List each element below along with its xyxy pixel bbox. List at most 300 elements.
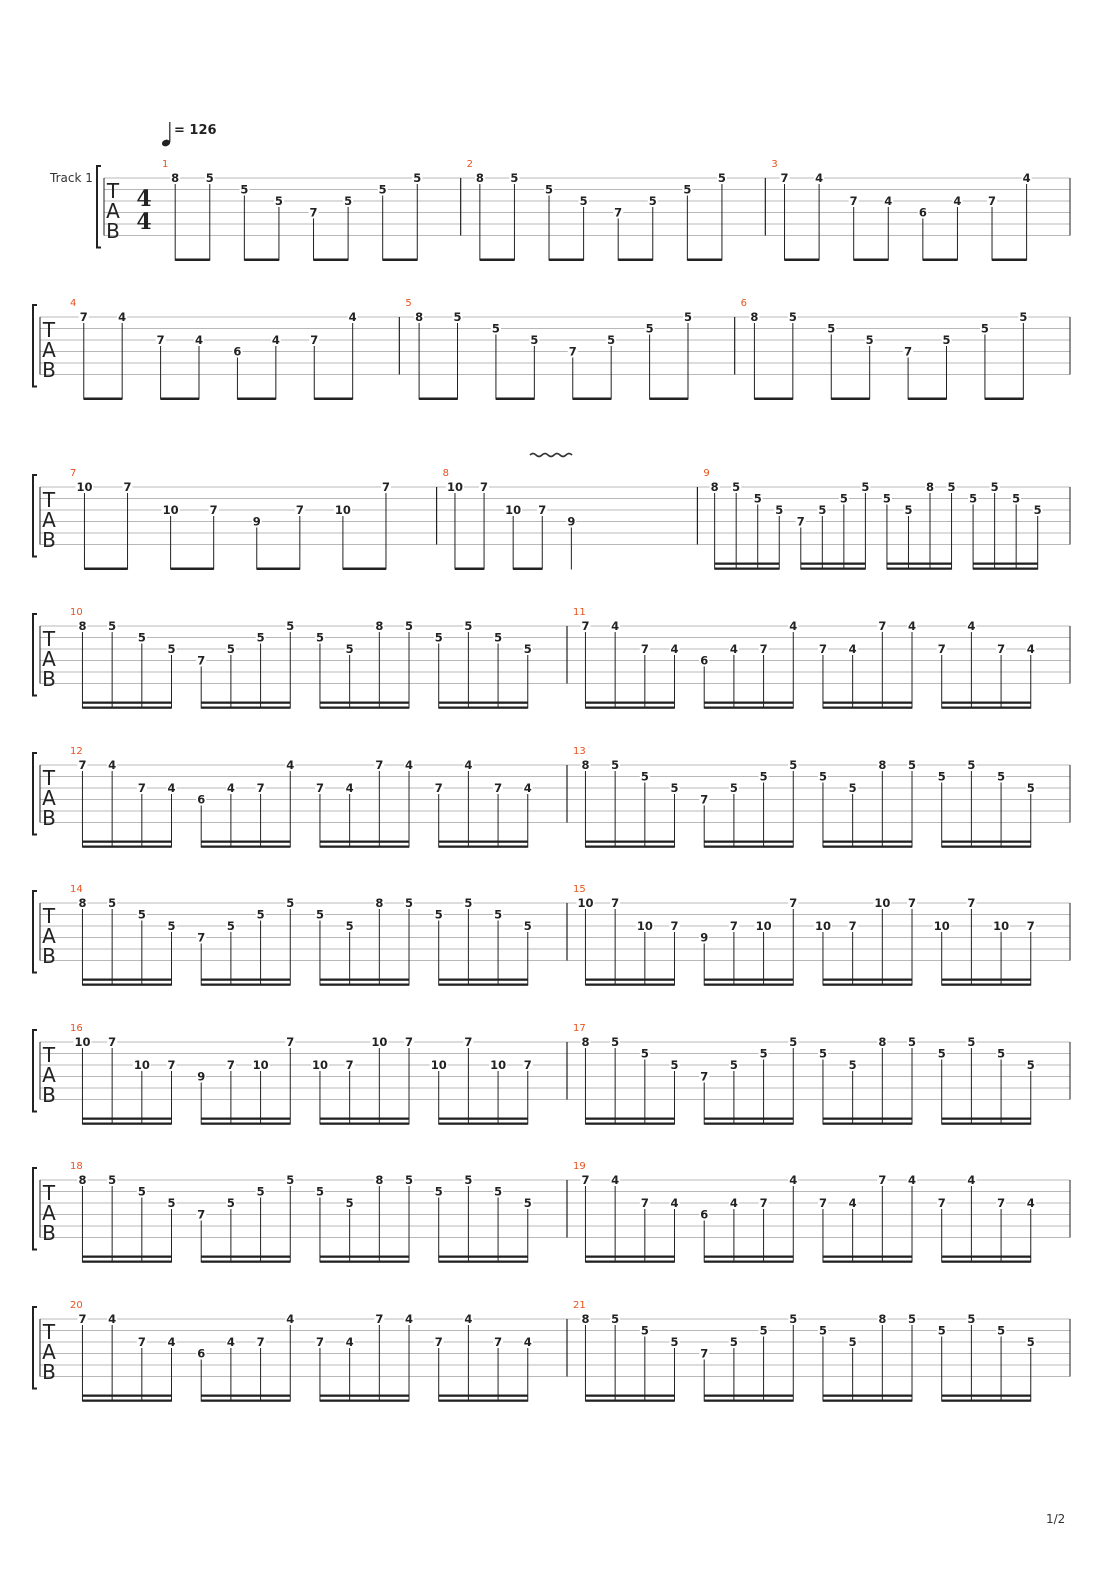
beam bbox=[715, 568, 780, 570]
fret-number: 5 bbox=[167, 1196, 176, 1210]
beam bbox=[650, 398, 688, 401]
beam bbox=[704, 1118, 793, 1120]
fret-number: 7 bbox=[375, 1312, 384, 1326]
beam bbox=[171, 568, 214, 571]
fret-number: 5 bbox=[937, 1046, 946, 1061]
fret-number: 5 bbox=[980, 321, 989, 336]
beam bbox=[439, 1395, 528, 1397]
fret-number: 8 bbox=[926, 480, 935, 494]
beam bbox=[887, 563, 952, 565]
tab-clef-letter: T bbox=[42, 488, 56, 512]
time-signature-top: 4 bbox=[136, 186, 152, 212]
tab-clef-letter: A bbox=[42, 1063, 56, 1087]
tab-clef-letter: B bbox=[42, 806, 56, 830]
beam bbox=[704, 841, 793, 843]
beam bbox=[823, 1395, 912, 1397]
system-bracket bbox=[33, 1168, 37, 1250]
fret-number: 9 bbox=[567, 514, 576, 529]
fret-number: 5 bbox=[967, 1312, 976, 1326]
measure bbox=[567, 607, 1036, 709]
fret-number: 4 bbox=[226, 1335, 235, 1349]
fret-number: 5 bbox=[1026, 1058, 1035, 1072]
beam bbox=[704, 1395, 793, 1397]
fret-number: 7 bbox=[818, 1196, 827, 1210]
beam bbox=[201, 702, 290, 704]
fret-number: 8 bbox=[581, 1035, 590, 1049]
fret-number: 4 bbox=[789, 619, 798, 633]
beam bbox=[320, 1256, 409, 1258]
page-number: 1/2 bbox=[1046, 1512, 1066, 1526]
measure-number: 2 bbox=[466, 159, 474, 170]
fret-number: 5 bbox=[640, 1323, 649, 1338]
fret-number: 5 bbox=[240, 182, 249, 197]
fret-number: 10 bbox=[252, 1058, 269, 1072]
beam bbox=[942, 1256, 1031, 1258]
fret-number: 6 bbox=[700, 1207, 709, 1222]
fret-number: 5 bbox=[861, 480, 870, 494]
fret-number: 4 bbox=[345, 781, 354, 795]
tab-clef-letter: T bbox=[42, 1320, 56, 1344]
fret-number: 7 bbox=[818, 642, 827, 656]
fret-number: 5 bbox=[937, 1323, 946, 1338]
fret-number: 6 bbox=[233, 344, 242, 359]
fret-number: 7 bbox=[309, 205, 318, 220]
fret-number: 4 bbox=[523, 1335, 532, 1349]
fret-number: 5 bbox=[865, 333, 874, 347]
system-bracket bbox=[33, 305, 37, 387]
fret-number: 5 bbox=[611, 758, 620, 772]
fret-number: 7 bbox=[848, 919, 857, 933]
beam bbox=[201, 846, 290, 848]
fret-number: 5 bbox=[827, 321, 836, 336]
beam bbox=[439, 707, 528, 709]
beam bbox=[823, 841, 912, 843]
fret-number: 5 bbox=[967, 1035, 976, 1049]
measure bbox=[70, 607, 533, 709]
beam bbox=[84, 398, 122, 401]
fret-number: 7 bbox=[197, 930, 206, 945]
measure bbox=[567, 1161, 1036, 1263]
measure bbox=[70, 746, 533, 848]
fret-number: 5 bbox=[434, 1184, 443, 1199]
measure-number: 20 bbox=[70, 1300, 83, 1311]
fret-number: 4 bbox=[167, 1335, 176, 1349]
fret-number: 7 bbox=[937, 642, 946, 656]
fret-number: 7 bbox=[123, 480, 132, 494]
beam bbox=[942, 707, 1031, 709]
fret-number: 4 bbox=[611, 619, 620, 633]
beam bbox=[585, 1400, 674, 1402]
beam bbox=[84, 568, 127, 571]
beam bbox=[823, 979, 912, 981]
fret-number: 7 bbox=[611, 896, 620, 910]
beam bbox=[257, 568, 300, 571]
tab-clef-letter: A bbox=[42, 508, 56, 532]
beam bbox=[82, 1118, 171, 1120]
beam bbox=[704, 846, 793, 848]
fret-number: 5 bbox=[494, 1184, 503, 1199]
fret-number: 5 bbox=[729, 1335, 738, 1349]
tab-system bbox=[33, 1300, 1070, 1402]
measure bbox=[567, 884, 1036, 986]
beam bbox=[823, 702, 912, 704]
fret-number: 4 bbox=[611, 1173, 620, 1187]
fret-number: 7 bbox=[108, 1035, 117, 1049]
measure-number: 12 bbox=[70, 746, 83, 757]
fret-number: 5 bbox=[523, 642, 532, 656]
beam bbox=[801, 568, 866, 570]
fret-number: 5 bbox=[997, 1323, 1006, 1338]
fret-number: 5 bbox=[729, 1058, 738, 1072]
fret-number: 7 bbox=[375, 758, 384, 772]
beam bbox=[585, 979, 674, 981]
fret-number: 7 bbox=[759, 1196, 768, 1210]
beam bbox=[513, 568, 542, 571]
fret-number: 6 bbox=[197, 1346, 206, 1361]
beam bbox=[201, 1118, 290, 1120]
fret-number: 5 bbox=[684, 310, 693, 324]
fret-number: 7 bbox=[434, 1335, 443, 1349]
beam bbox=[201, 1123, 290, 1125]
beam bbox=[439, 841, 528, 843]
fret-number: 5 bbox=[789, 1035, 798, 1049]
fret-number: 4 bbox=[118, 310, 127, 324]
fret-number: 8 bbox=[581, 1312, 590, 1326]
fret-number: 5 bbox=[990, 480, 999, 494]
fret-number: 5 bbox=[1026, 1335, 1035, 1349]
beam bbox=[942, 1395, 1031, 1397]
tempo-marking bbox=[161, 122, 217, 147]
fret-number: 5 bbox=[908, 758, 917, 772]
measure-number: 15 bbox=[573, 884, 586, 895]
system-bracket bbox=[33, 475, 37, 557]
fret-number: 5 bbox=[759, 1046, 768, 1061]
tab-system bbox=[33, 1161, 1070, 1263]
fret-number: 7 bbox=[523, 1058, 532, 1072]
time-signature-bottom: 4 bbox=[136, 209, 152, 235]
fret-number: 7 bbox=[494, 1335, 503, 1349]
fret-number: 7 bbox=[405, 1035, 414, 1049]
beam bbox=[823, 846, 912, 848]
fret-number: 4 bbox=[464, 1312, 473, 1326]
fret-number: 4 bbox=[108, 1312, 117, 1326]
fret-number: 5 bbox=[967, 758, 976, 772]
fret-number: 7 bbox=[878, 619, 887, 633]
fret-number: 7 bbox=[538, 503, 547, 517]
fret-number: 10 bbox=[874, 896, 891, 910]
fret-number: 5 bbox=[818, 1046, 827, 1061]
beam bbox=[585, 707, 674, 709]
measure-number: 1 bbox=[162, 159, 169, 170]
measure-number: 17 bbox=[573, 1023, 586, 1034]
fret-number: 5 bbox=[759, 1323, 768, 1338]
beam bbox=[82, 1256, 171, 1258]
beam bbox=[985, 398, 1023, 401]
fret-number: 5 bbox=[670, 1335, 679, 1349]
fret-number: 5 bbox=[256, 1184, 265, 1199]
fret-number: 5 bbox=[882, 491, 891, 506]
fret-number: 4 bbox=[908, 1173, 917, 1187]
fret-number: 5 bbox=[453, 310, 462, 324]
vibrato-mark bbox=[530, 454, 572, 457]
fret-number: 7 bbox=[79, 310, 88, 324]
tempo-text: = 126 bbox=[174, 123, 217, 138]
fret-number: 5 bbox=[848, 781, 857, 795]
fret-number: 5 bbox=[167, 919, 176, 933]
tab-clef-letter: B bbox=[42, 358, 56, 382]
fret-number: 5 bbox=[530, 333, 539, 347]
fret-number: 10 bbox=[430, 1058, 447, 1072]
beam bbox=[320, 1261, 409, 1263]
beam bbox=[585, 841, 674, 843]
fret-number: 8 bbox=[78, 896, 87, 910]
beam bbox=[201, 1400, 290, 1402]
beam bbox=[201, 979, 290, 981]
beam bbox=[823, 1400, 912, 1402]
fret-number: 5 bbox=[1033, 503, 1042, 517]
fret-number: 7 bbox=[295, 503, 304, 517]
fret-number: 7 bbox=[156, 333, 165, 347]
fret-number: 7 bbox=[967, 896, 976, 910]
fret-number: 9 bbox=[197, 1069, 206, 1084]
fret-number: 5 bbox=[640, 1046, 649, 1061]
track-name: Track 1 bbox=[50, 171, 93, 185]
fret-number: 7 bbox=[700, 792, 709, 807]
measure-number: 18 bbox=[70, 1161, 83, 1172]
beam bbox=[439, 1256, 528, 1258]
fret-number: 5 bbox=[108, 619, 117, 633]
tab-clef-letter: B bbox=[42, 1221, 56, 1245]
fret-number: 5 bbox=[947, 480, 956, 494]
fret-number: 5 bbox=[226, 1196, 235, 1210]
fret-number: 5 bbox=[405, 619, 414, 633]
system-bracket bbox=[33, 614, 37, 696]
beam bbox=[573, 398, 611, 401]
fret-number: 7 bbox=[997, 642, 1006, 656]
fret-number: 7 bbox=[640, 642, 649, 656]
fret-number: 7 bbox=[315, 1335, 324, 1349]
fret-number: 7 bbox=[381, 480, 390, 494]
fret-number: 7 bbox=[759, 642, 768, 656]
fret-number: 8 bbox=[878, 1035, 887, 1049]
fret-number: 7 bbox=[568, 344, 577, 359]
fret-number: 8 bbox=[415, 310, 424, 324]
measure bbox=[567, 1023, 1036, 1125]
fret-number: 4 bbox=[908, 619, 917, 633]
beam bbox=[439, 1400, 528, 1402]
fret-number: 4 bbox=[286, 1312, 295, 1326]
fret-number: 5 bbox=[345, 1196, 354, 1210]
beam bbox=[585, 1123, 674, 1125]
measure-number: 4 bbox=[70, 298, 77, 309]
fret-number: 5 bbox=[286, 619, 295, 633]
tab-system bbox=[33, 746, 1070, 848]
fret-number: 4 bbox=[405, 1312, 414, 1326]
fret-number: 7 bbox=[849, 194, 858, 208]
fret-number: 5 bbox=[256, 907, 265, 922]
measure bbox=[70, 468, 391, 570]
fret-number: 5 bbox=[579, 194, 588, 208]
beam bbox=[82, 1400, 171, 1402]
beam bbox=[923, 259, 958, 262]
beam bbox=[704, 707, 793, 709]
fret-number: 5 bbox=[607, 333, 616, 347]
fret-number: 5 bbox=[1026, 781, 1035, 795]
beam bbox=[320, 846, 409, 848]
fret-number: 5 bbox=[937, 769, 946, 784]
measure bbox=[399, 298, 693, 400]
beam bbox=[942, 1118, 1031, 1120]
beam bbox=[161, 398, 199, 401]
measure-number: 3 bbox=[771, 159, 778, 170]
systems bbox=[33, 159, 1070, 1402]
fret-number: 5 bbox=[611, 1312, 620, 1326]
fret-number: 6 bbox=[197, 792, 206, 807]
fret-number: 5 bbox=[464, 896, 473, 910]
fret-number: 7 bbox=[137, 781, 146, 795]
tab-clef-letter: T bbox=[42, 627, 56, 651]
beam bbox=[439, 1123, 528, 1125]
beam bbox=[704, 1256, 793, 1258]
beam bbox=[201, 1256, 290, 1258]
beam bbox=[754, 398, 792, 401]
beam bbox=[823, 1123, 912, 1125]
fret-number: 4 bbox=[1026, 1196, 1035, 1210]
beam bbox=[320, 1118, 409, 1120]
fret-number: 5 bbox=[137, 630, 146, 645]
tab-system bbox=[97, 159, 1070, 261]
fret-number: 7 bbox=[494, 781, 503, 795]
beam bbox=[823, 1256, 912, 1258]
fret-number: 5 bbox=[904, 503, 913, 517]
fret-number: 7 bbox=[581, 619, 590, 633]
fret-number: 5 bbox=[670, 781, 679, 795]
tab-clef-letter: B bbox=[42, 667, 56, 691]
measure-number: 11 bbox=[573, 607, 586, 618]
beam bbox=[942, 841, 1031, 843]
beam bbox=[201, 707, 290, 709]
beam bbox=[320, 1400, 409, 1402]
fret-number: 7 bbox=[286, 1035, 295, 1049]
fret-number: 10 bbox=[74, 1035, 91, 1049]
fret-number: 5 bbox=[494, 630, 503, 645]
fret-number: 8 bbox=[171, 171, 180, 185]
fret-number: 4 bbox=[108, 758, 117, 772]
fret-number: 8 bbox=[78, 619, 87, 633]
fret-number: 5 bbox=[818, 1323, 827, 1338]
fret-number: 10 bbox=[133, 1058, 150, 1072]
fret-number: 4 bbox=[1026, 642, 1035, 656]
fret-number: 7 bbox=[780, 171, 789, 185]
fret-number: 8 bbox=[78, 1173, 87, 1187]
beam bbox=[320, 1395, 409, 1397]
measure bbox=[461, 159, 727, 261]
fret-number: 7 bbox=[700, 1346, 709, 1361]
fret-number: 5 bbox=[942, 333, 951, 347]
beam bbox=[908, 398, 946, 401]
beam bbox=[82, 707, 171, 709]
measure bbox=[567, 1300, 1036, 1402]
fret-number: 7 bbox=[167, 1058, 176, 1072]
tab-system bbox=[33, 884, 1070, 986]
fret-number: 5 bbox=[256, 630, 265, 645]
beam bbox=[704, 1400, 793, 1402]
fret-number: 5 bbox=[997, 769, 1006, 784]
beam bbox=[383, 259, 418, 262]
measure bbox=[567, 746, 1036, 848]
beam bbox=[320, 1123, 409, 1125]
tab-system bbox=[33, 298, 1070, 400]
fret-number: 10 bbox=[755, 919, 772, 933]
tab-clef-letter: B bbox=[42, 944, 56, 968]
fret-number: 5 bbox=[494, 907, 503, 922]
fret-number: 7 bbox=[937, 1196, 946, 1210]
fret-number: 7 bbox=[997, 1196, 1006, 1210]
beam bbox=[320, 979, 409, 981]
fret-number: 5 bbox=[434, 907, 443, 922]
fret-number: 5 bbox=[1019, 310, 1028, 324]
tab-clef-letter: T bbox=[42, 1043, 56, 1067]
fret-number: 5 bbox=[315, 907, 324, 922]
beam bbox=[992, 259, 1027, 262]
fret-number: 6 bbox=[700, 653, 709, 668]
beam bbox=[320, 984, 409, 986]
beam bbox=[201, 1395, 290, 1397]
fret-number: 5 bbox=[789, 1312, 798, 1326]
fret-number: 4 bbox=[815, 171, 824, 185]
fret-number: 5 bbox=[839, 491, 848, 506]
fret-number: 10 bbox=[311, 1058, 328, 1072]
beam bbox=[887, 568, 952, 570]
fret-number: 5 bbox=[464, 1173, 473, 1187]
tab-clef-letter: A bbox=[42, 647, 56, 671]
fret-number: 7 bbox=[78, 1312, 87, 1326]
fret-number: 4 bbox=[167, 781, 176, 795]
fret-number: 5 bbox=[640, 769, 649, 784]
beam bbox=[942, 1123, 1031, 1125]
fret-number: 10 bbox=[446, 480, 463, 494]
measure-number: 16 bbox=[70, 1023, 83, 1034]
beam bbox=[343, 568, 386, 571]
beam bbox=[82, 1261, 171, 1263]
fret-number: 7 bbox=[640, 1196, 649, 1210]
fret-number: 5 bbox=[732, 480, 741, 494]
beam bbox=[439, 1261, 528, 1263]
fret-number: 5 bbox=[523, 1196, 532, 1210]
beam bbox=[831, 398, 869, 401]
fret-number: 5 bbox=[405, 1173, 414, 1187]
beam bbox=[704, 1261, 793, 1263]
fret-number: 7 bbox=[908, 896, 917, 910]
fret-number: 4 bbox=[953, 194, 962, 208]
fret-number: 5 bbox=[286, 896, 295, 910]
fret-number: 5 bbox=[345, 642, 354, 656]
fret-number: 7 bbox=[310, 333, 319, 347]
measure bbox=[70, 1161, 533, 1263]
tab-clef-letter: B bbox=[42, 1083, 56, 1107]
beam bbox=[320, 707, 409, 709]
fret-number: 10 bbox=[490, 1058, 507, 1072]
fret-number: 5 bbox=[108, 1173, 117, 1187]
measure bbox=[162, 159, 422, 261]
beam bbox=[439, 702, 528, 704]
measure-number: 5 bbox=[405, 298, 412, 309]
beam bbox=[801, 563, 866, 565]
fret-number: 5 bbox=[545, 182, 554, 197]
beam bbox=[823, 707, 912, 709]
fret-number: 5 bbox=[315, 1184, 324, 1199]
beam bbox=[419, 398, 457, 401]
